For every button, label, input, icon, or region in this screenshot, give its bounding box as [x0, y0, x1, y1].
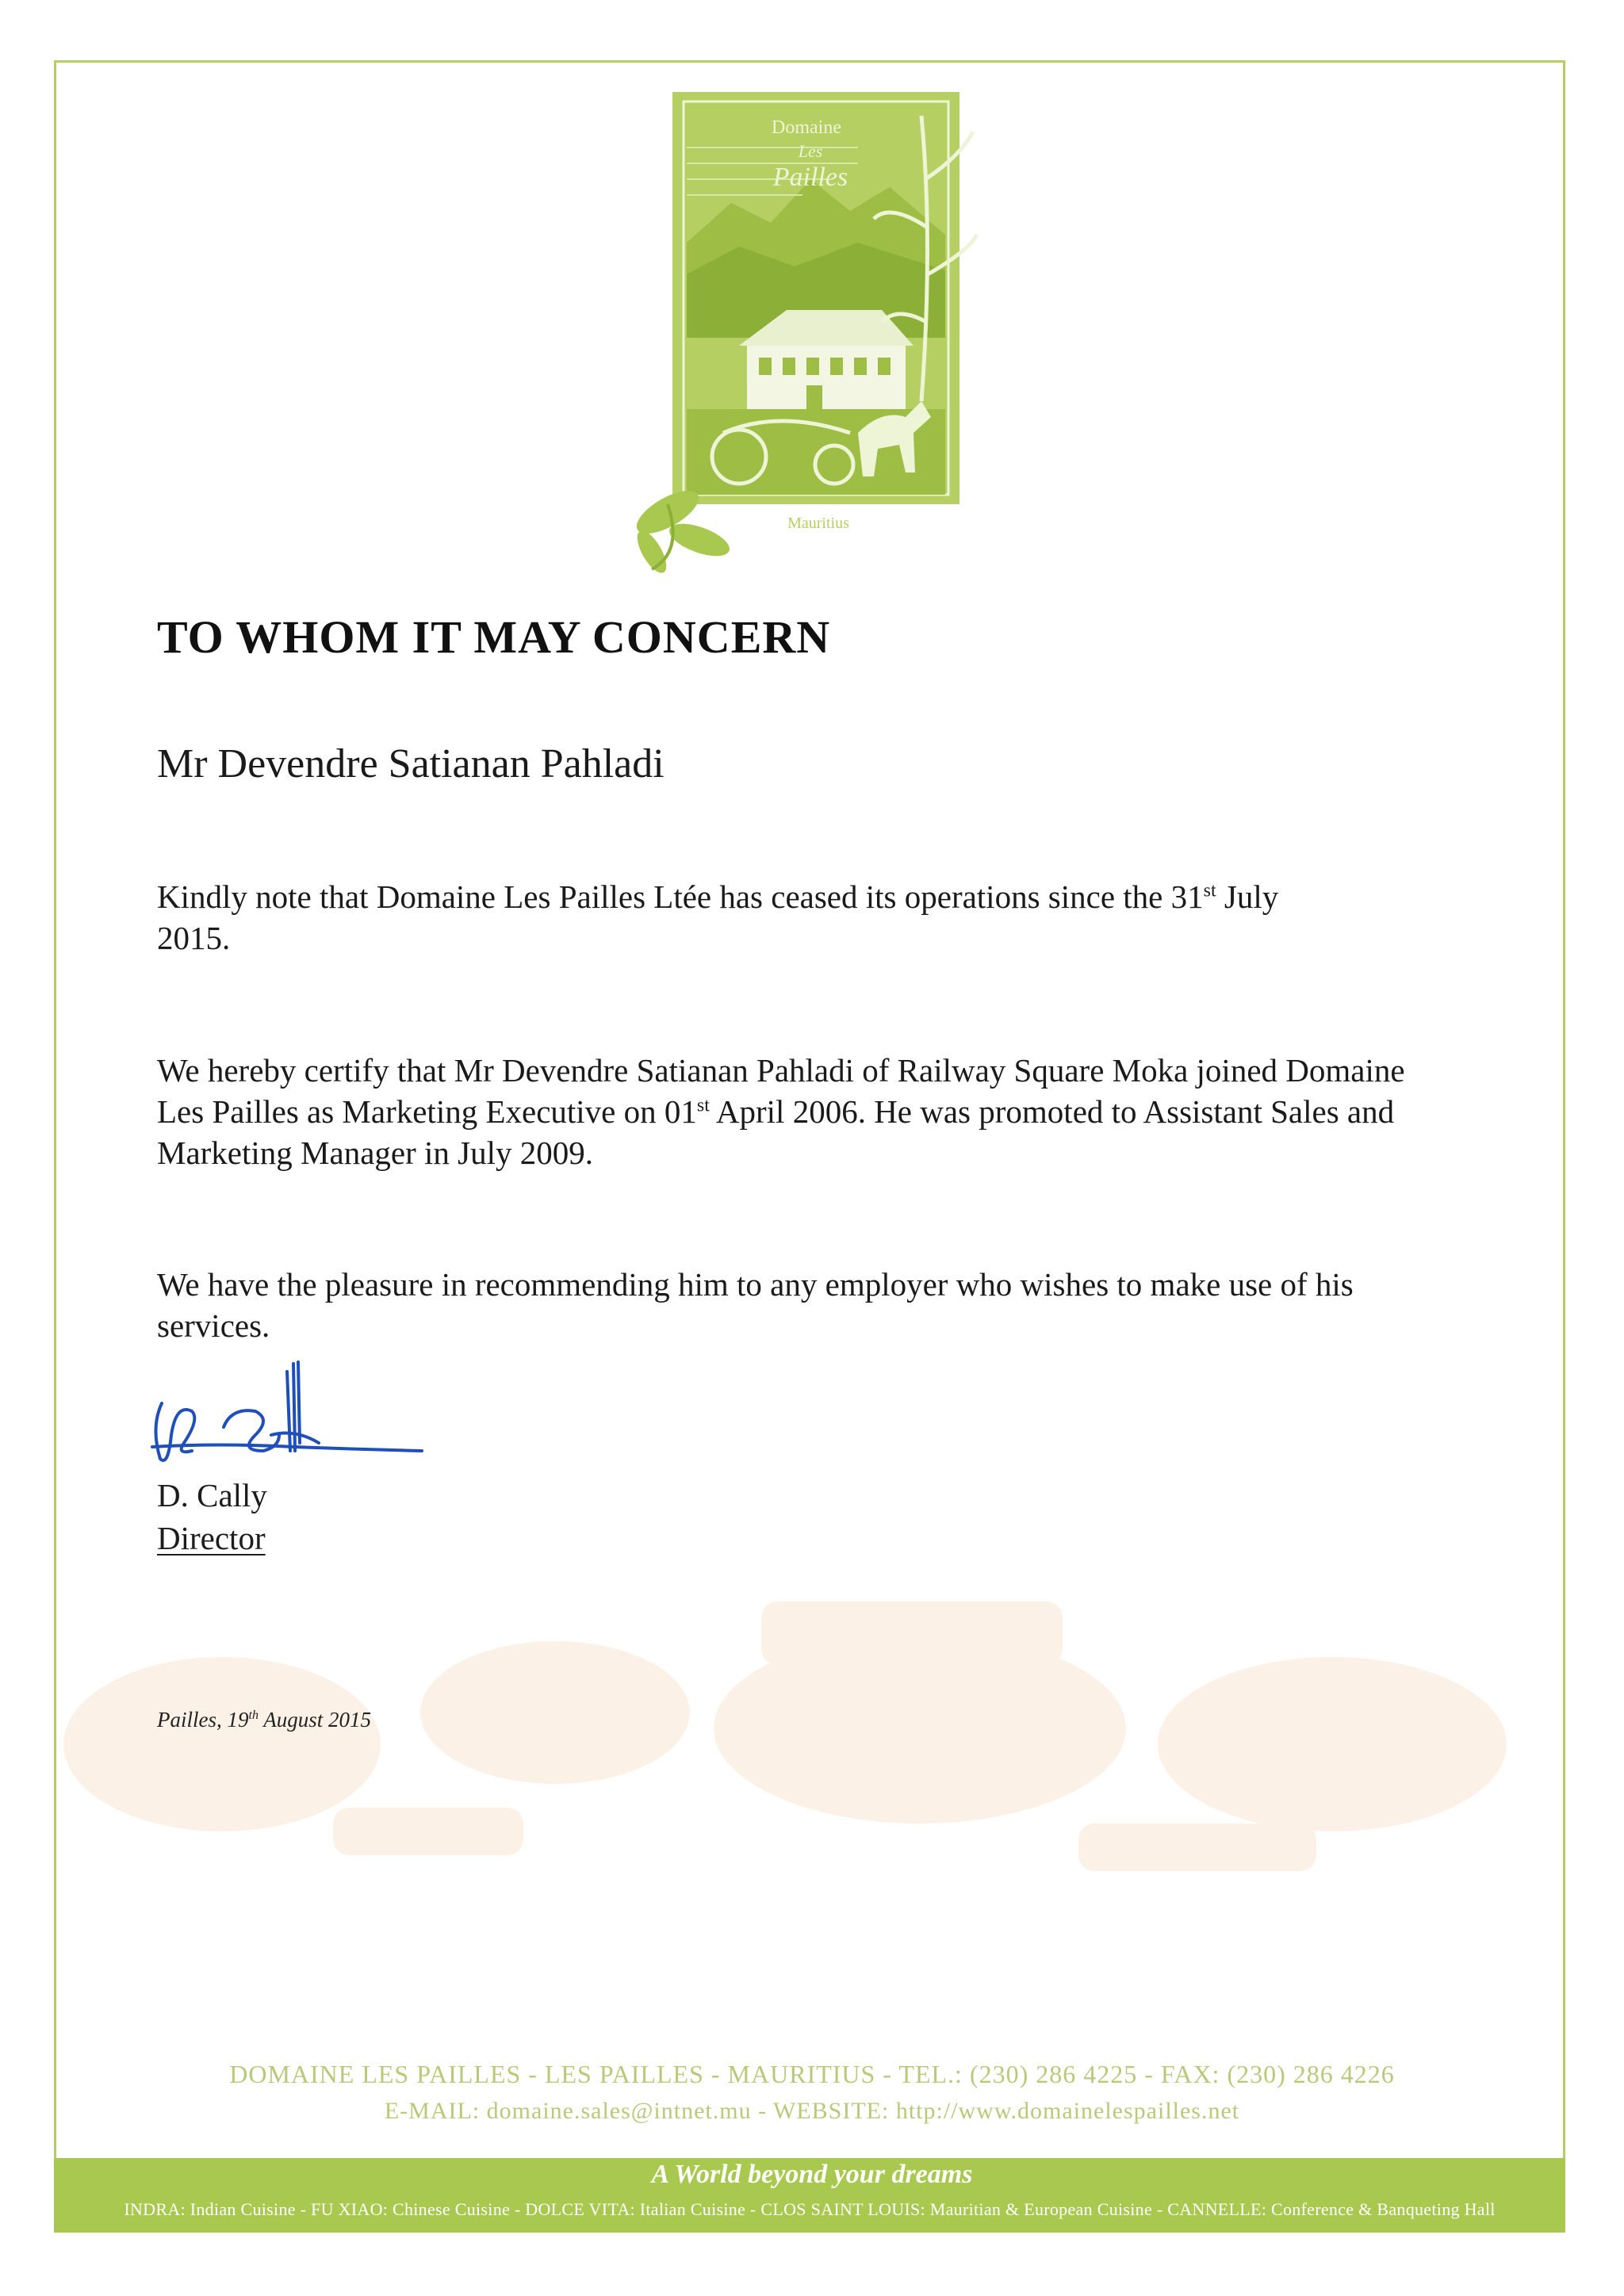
footer-address-line: DOMAINE LES PAILLES - LES PAILLES - MAURITIUS - TEL.: (230) 286 4225 - FAX: (230) 286 4226 — [229, 2060, 1395, 2088]
place-date-text-a: Pailles, 19 — [157, 1708, 249, 1732]
p1-text-c: 2015. — [157, 920, 231, 956]
handwritten-signature — [136, 1340, 430, 1483]
logo-text-les: Les — [798, 141, 823, 161]
footer-contact-line: E-MAIL: domaine.sales@intnet.mu - WEBSITE: http://www.domainelespailles.net — [384, 2098, 1240, 2124]
place-date-text-b: August 2015 — [258, 1708, 371, 1732]
footer-restaurants: INDRA: Indian Cuisine - FU XIAO: Chinese Cuisine - DOLCE VITA: Italian Cuisine - CLOS SAINT LOUIS: Mauritian & European Cuisine - CANNELLE: Conference & Banqueting Hall — [124, 2199, 1496, 2219]
letter-heading: TO WHOM IT MAY CONCERN — [157, 611, 831, 663]
p1-sup: st — [1203, 880, 1216, 901]
domaine-les-pailles-logo — [620, 84, 982, 576]
subject-name: Mr Devendre Satianan Pahladi — [157, 741, 665, 786]
p1-text-a: Kindly note that Domaine Les Pailles Ltée has ceased its operations since the 31 — [157, 878, 1204, 915]
p2-sup: st — [696, 1095, 710, 1116]
p2-text-a: We hereby certify that Mr Devendre Satianan Pahladi of Railway Square Moka joined Domaine Les Pailles as Marketing Executive on 01 — [157, 1052, 1405, 1130]
logo-text-pailles: Pailles — [772, 163, 848, 192]
place-date-sup: th — [248, 1709, 259, 1722]
p2-text-b: April 2006. He was promoted to Assistant Sales and Marketing Manager in July 2009. — [157, 1093, 1395, 1171]
paragraph-certification — [157, 1050, 1434, 1173]
logo-caption: Mauritius — [787, 515, 849, 532]
footer-tagline: A World beyond your dreams — [651, 2160, 973, 2189]
signer-title: Director — [157, 1520, 266, 1556]
logo-text-domaine: Domaine — [772, 117, 841, 138]
signer-name: D. Cally — [157, 1477, 267, 1513]
p1-text-b: July — [1216, 878, 1279, 915]
place-and-date — [157, 1708, 371, 1732]
paragraph-recommendation: We have the pleasure in recommending him to any employer who wishes to make use of his services. — [157, 1266, 1354, 1344]
paragraph-closure-notice — [157, 876, 1434, 959]
